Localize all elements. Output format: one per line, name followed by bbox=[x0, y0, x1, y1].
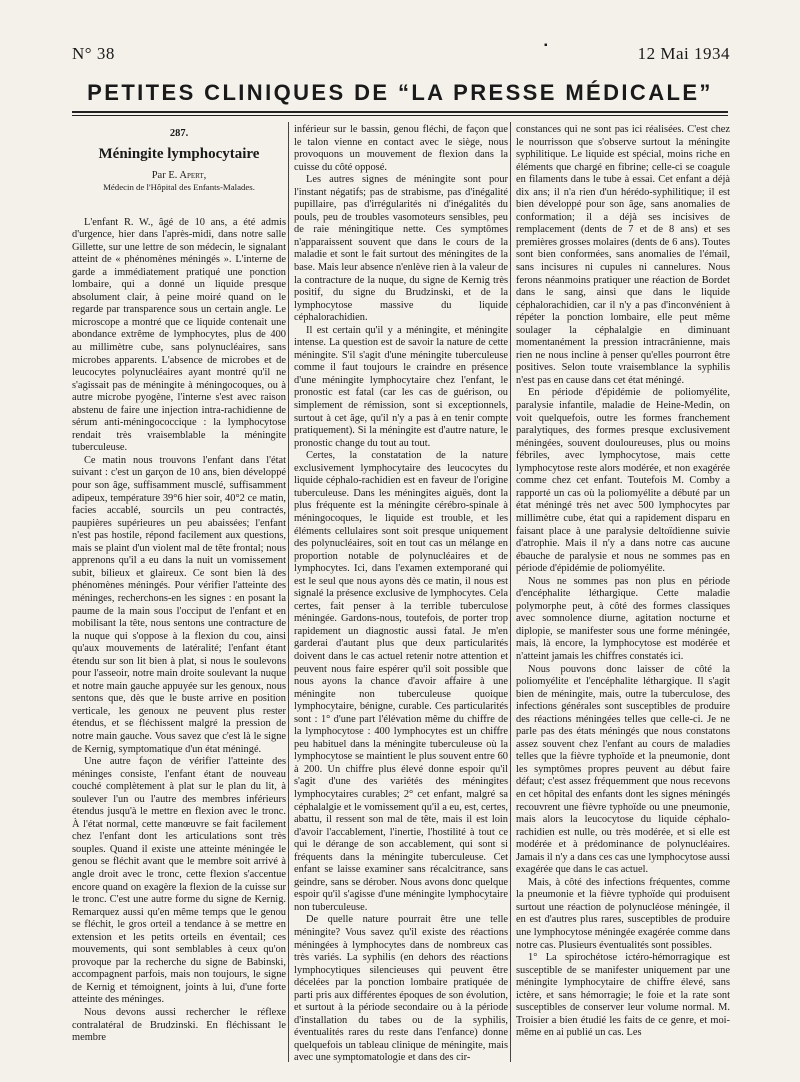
issue-number: N° 38 bbox=[72, 44, 115, 63]
column-divider-1 bbox=[288, 122, 289, 1062]
byline bbox=[72, 169, 286, 182]
paragraph: L'enfant R. W., âgé de 10 ans, a été admis d'urgence, hier dans l'après-midi, dans notre salle Gillette, sur une lettre de son médecin, le signalant atteint de « phénomènes méningés ». L'interne de garde a immédiatement pratiqué une ponction lombaire, qui a donné un liquide presque absolument clair, à peine moiré quand on le regarde par transparence sous un certain angle. Le microscope a montré que ce liquide contenait une abondance extrême de lymphocytes, plus de 400 au millimètre cube, sans polynucléaires, sans microbes apparents. L'absence de microbes et de leucocytes polynucléaires ayant montré qu'il ne s'agissait pas de méningite à méningocoques, ou à autre microbe pyogène, l'interne s'est avec raison abstenu de faire une injection intra-rachidienne de sérum anti-méningococcique : la lymphocytose rendait très vraisemblable la méningite tuberculeuse. bbox=[72, 216, 286, 454]
paragraph: Nous pouvons donc laisser de côté la poliomyélite et l'encéphalite léthargique. Il s'agit bien de méningite, mais, outre la tuberculose, des infections générales sont susceptibles de produire des réactions méningées telles que celle-ci. Je ne parle pas des états méningés que nous constatons assez souvent chez l'enfant au cours de maladies telles que la fièvre typhoïde et la pneumonie, dont les symptômes propres peuvent au début faire défaut; c'est assez fréquemment que nous recevons en cet hôpital des enfants dont les signes méningés recouvrent une fièvre typhoïde ou une pneumonie, mais alors la leucocytose du liquide céphalo-rachidien est nulle, ou très modérée, et si elle est modérée et à prédominance de polynucléaires. Jamais il n'y a dans ces cas une lymphocytose aussi exagérée que dans le cas actuel. bbox=[516, 663, 730, 876]
paragraph: De quelle nature pourrait être une telle méningite? Vous savez qu'il existe des réactions méningées à lymphocytes dans de nombreux cas très variés. La syphilis (en dehors des réactions lymphocytiques silencieuses qui peuvent être décelées par la ponction lombaire pratiquée de parti pris aux différentes époques de son évolution, et surtout à la période secondaire ou à la période d'installation du tabes ou de la syphilis, éventualités rares du reste dans l'enfance) donne quelquefois un tableau clinique de méningite, mais avec une symptomatologie et dans des cir- bbox=[294, 914, 508, 1064]
byline-prefix: Par bbox=[151, 169, 166, 181]
title-rule-thin bbox=[72, 115, 728, 116]
paragraph: Il est certain qu'il y a méningite, et méningite intense. La question est de savoir la nature de cette méningite. S'il s'agit d'une méningite tuberculeuse comme il faut toujours le craindre en présence d'une méningite lymphocytaire chez l'enfant, le pronostic est fatal (car les cas de guérison, ou simplement de rémission, sont si exceptionnels, surtout à cet âge, qu'il n'y a pas à en tenir compte pratiquement). Si la méningite est d'autre nature, le pronostic change du tout au tout. bbox=[294, 324, 508, 449]
title-rule-thick bbox=[72, 111, 728, 113]
article-number: 287. bbox=[169, 128, 189, 139]
paragraph: Les autres signes de méningite sont pour l'instant négatifs; pas de strabisme, pas d'inégalité pupillaire, pas d'irrégularités ni d'inégalités du pouls, peu de troubles vasomoteurs sensibles, peu de raie méningitique nette. Ces symptômes n'apparaissent souvent que dans le cours de la maladie et sont le fait surtout des méningites de la base. Mais leur absence n'enlève rien à la valeur de la contracture de la nuque, du signe de Kernig très positif, du signe du Brudzinski, et de la lymphocytose massive du liquide céphalorachidien. bbox=[294, 174, 508, 324]
header-mark: ▪ bbox=[544, 40, 548, 51]
page-title: PETITES CLINIQUES DE “LA PRESSE MÉDICALE” bbox=[87, 80, 713, 105]
author-name: E. Apert, bbox=[168, 169, 207, 181]
article-title: Méningite lymphocytaire bbox=[98, 145, 260, 162]
paragraph: Nous ne sommes pas non plus en période d'encéphalite léthargique. Cette maladie polymorphe peut, à côté des formes classiques avec somnolence diurne, agitation nocturne et diplopie, se manifester sous une forme méningée, mais, là encore, la lymphocytose est modérée et n'atteint jamais les chiffres constatés ici. bbox=[516, 575, 730, 662]
paragraph: En période d'épidémie de poliomyélite, paralysie infantile, maladie de Heine-Medin, on voit quelquefois, outre les formes franchement paralytiques, des formes presque exclusivement méningées, souvent douloureuses, plus ou moins fébriles, avec lymphocytose, mais cette lymphocytose reste alors modérée, et non exagérée comme chez cet enfant. Toutefois M. Comby a rapporté un cas où la poliomyélite a débuté par un état méningé très net avec 500 lymphocytes par millimètre cube, état qui a rapidement disparu en faisant place à une paralysie deltoïdienne suivie d'atrophie. Mais il n'y a dans notre cas aucune ébauche de paralysie et nous ne sommes pas en période d'épidémie de poliomyélite. bbox=[516, 387, 730, 575]
column-3 bbox=[516, 124, 730, 1068]
paragraph: 1° La spirochétose ictéro-hémorragique est susceptible de se manifester uniquement par une méningite lymphocytaire de chiffre élevé, sans ictère, et sans hémorragie; le foie et la rate sont susceptibles de conserver leur volume normal. M. Troisier a bien étudié les faits de ce genre, et moi-même en ai publié un cas. Les bbox=[516, 952, 730, 1039]
paragraph: Certes, la constatation de la nature exclusivement lymphocytaire des leucocytes du liquide céphalo-rachidien est en faveur de l'origine tuberculeuse. Dans les méningites aiguës, dont la plus fréquente est la méningite cérébro-spinale à méningocoques, le liquide est trouble, et les éléments cellulaires sont soit presque uniquement des polynucléaires, soit en tout cas un mélange en proportion notable de polynucléaires et de lymphocytes. Ici, dans l'examen extemporané qui est le seul que nous ayons dès ce matin, il nous est signalé la présence exclusive de lymphocytes. Cela certes, fait penser à la terrible tuberculose méningée. Gardons-nous, toutefois, de porter trop rapidement un diagnostic aussi fatal. Je m'en garderai d'autant plus que deux particularités doivent dans le cas actuel retenir notre attention et peuvent nous faire espérer qu'il soit possible que nous ayons la chance d'avoir affaire à une méningite non tuberculeuse quoique lymphocytaire, bénigne, curable. Ces particularités sont : 1° d'une part l'élévation même du chiffre de la lymphocytose : 400 lymphocytes est un chiffre peu habituel dans la méningite tuberculeuse où la lymphocytose se maintient le plus souvent entre 60 à 200. Un chiffre plus élevé donne espoir qu'il s'agit d'une des variétés des méningites lymphocytaires curables; 2° cet enfant, malgré sa céphalalgie et le vomissement qu'il a eu, est, certes, abattu, il ressent son mal de tête, mais il est loin d'avoir l'accablement, l'inertie, l'hostilité à tout ce qui le dérange de son accablement, qui sont si fréquents dans la méningite tuberculeuse. Cet enfant se laisse examiner sans récalcitrance, sans geindre, sans se dérober. Nous avons donc quelque espoir qu'il s'agisse d'une méningite lymphocytaire non tuberculeuse. bbox=[294, 450, 508, 913]
paragraph: Ce matin nous trouvons l'enfant dans l'état suivant : c'est un garçon de 10 ans, bien développé pour son âge, suffisamment musclé, suffisamment adipeux, température 39°6 hier soir, 40°2 ce matin, facies accablé, sourcils un peu contractés, paupières supérieures un peu abaissées; l'enfant n'est pas hostile, répond facilement aux questions, mais se plaint d'un violent mal de tête frontal; nous apprenons qu'il a eu dans la nuit un vomissement subit, bilieux et glaireux. Ce sont bien là des phénomènes méningés. Pour vérifier l'atteinte des méninges, recherchons-en les signes : en posant la paume de la main sous l'occiput de l'enfant et en mobilisant la tête, nous sentons une contracture de la nuque qui s'oppose à la flexion du cou, ainsi qu'aux mouvements de latéralité; l'enfant étant étendu sur son lit bien à plat, si nous le soulevons pour l'asseoir, notre main droite soulevant la nuque et notre main gauche appuyée sur les genoux, nous sentons que, dès que le buste arrive en position verticale, les genoux ne peuvent plus rester étendus, et se fléchissent malgré la pression de notre main gauche. Vous savez que c'est là le signe de Kernig, symptomatique d'un état méningé. bbox=[72, 454, 286, 755]
author-affiliation: Médecin de l'Hôpital des Enfants-Malades. bbox=[103, 181, 255, 192]
paragraph: constances qui ne sont pas ici réalisées. C'est chez le nourrisson que s'observe surtout la méningite syphilitique. Le liquide est spécial, moins riche en éléments que chargé en fibrine; celle-ci se coagule en filaments dans le tube à essai. Cet enfant a déjà dix ans; il n'a rien d'un hérédo-syphilitique; il est bien développé pour son âge, sans anomalies de conformation; il a déjà ses incisives de remplacement (dents de 7 et de 8 ans) et ses premières grosses molaires (dents de 6 ans). Toutes sont bien conformées, sans anomalies de l'émail, sans incisures ni cupules ni cannelures. Nous ferons néanmoins pratiquer une réaction de Bordet dans le sang, ainsi que dans le liquide céphalorachidien, car il n'y a pas d'inconvénient à répéter la ponction lombaire, elle peut même soulager la céphalalgie en diminuant momentanément la pression intracrânienne, mais rien ne nous incline à penser qu'elles pourront être positives. Selon toute vraisemblance la syphilis n'est pas en cause dans cet état méningé. bbox=[516, 124, 730, 386]
column-1 bbox=[72, 124, 286, 1068]
issue-date: 12 Mai 1934 bbox=[637, 44, 730, 63]
column-2 bbox=[294, 124, 508, 1068]
paragraph: Une autre façon de vérifier l'atteinte des méninges consiste, l'enfant étant de nouveau couché complètement à plat sur le plan du lit, à soulever l'un ou l'autre des membres inférieurs étendus jusqu'à le mettre en flexion avec le tronc. À l'état normal, cette manœuvre se fait facilement chez l'enfant dont les articulations sont très souples. Quand il existe une atteinte méningée le genou se fléchit avant que le membre soit arrivé à angle droit avec le tronc, cette flexion s'accentue encore quand on exagère la flexion de la cuisse sur le tronc. C'est une autre forme du signe de Kernig. Remarquez aussi qu'en même temps que le genou se fléchit, le gros orteil a tendance à se mettre en extension et les petits orteils en éventail; ces mouvements, qui sont semblables à ceux qu'on provoque par la recherche du signe de Babinski, accompagnent parfois, mais non toujours, le signe de Kernig et témoignent, joints à lui, d'une forte atteinte des méninges. bbox=[72, 756, 286, 1006]
column-divider-2 bbox=[510, 122, 511, 1062]
paragraph: Nous devons aussi rechercher le réflexe contralatéral de Brudzinski. En fléchissant le membre bbox=[72, 1007, 286, 1044]
paragraph: Mais, à côté des infections fréquentes, comme la pneumonie et la fièvre typhoïde qui produisent surtout une réaction de polynucléose méningée, il en est d'autres plus rares, susceptibles de produire une lymphocytose méningée exagérée comme dans notre cas. Plusieurs éventualités sont possibles. bbox=[516, 876, 730, 951]
paragraph: inférieur sur le bassin, genou fléchi, de façon que le talon vienne en contact avec le siège, nous provoquons un mouvement de flexion dans la cuisse du côté opposé. bbox=[294, 124, 508, 173]
